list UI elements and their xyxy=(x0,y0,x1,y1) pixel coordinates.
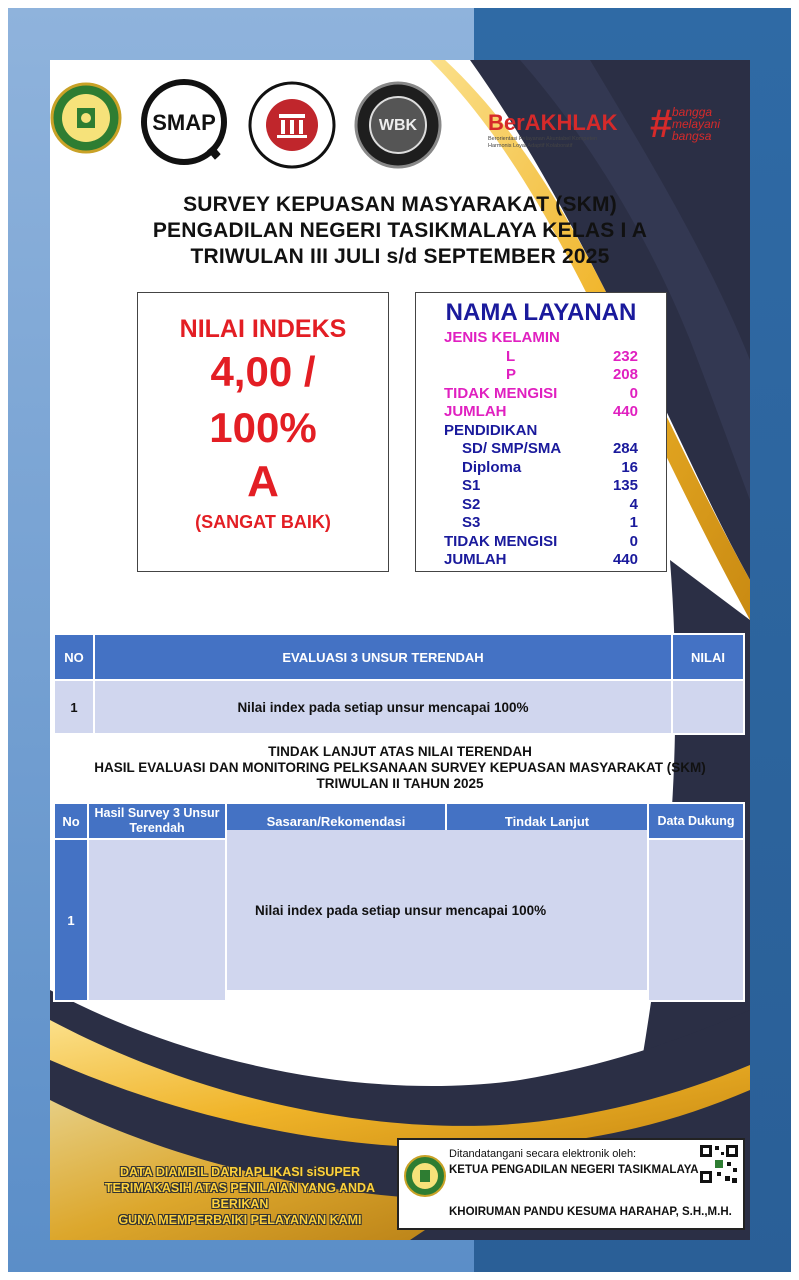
respondent-row xyxy=(416,366,666,385)
respondent-row-label: L xyxy=(506,347,516,365)
index-grade-label: (SANGAT BAIK) xyxy=(195,512,331,532)
respondent-row-label: TIDAK MENGISI xyxy=(444,384,558,402)
berakhlak-logo xyxy=(488,110,638,150)
respondent-row-value: 16 xyxy=(621,458,638,476)
follow-up-line-2: HASIL EVALUASI DAN MONITORING PELKSANAAN SURVEY KEPUASAN MASYARAKAT (SKM) xyxy=(94,760,706,775)
electronic-signature-box xyxy=(397,1138,745,1230)
table1-header-no: NO xyxy=(54,634,94,680)
logo-bar xyxy=(50,78,750,188)
smap-logo xyxy=(140,78,232,170)
title-line-1: SURVEY KEPUASAN MASYARAKAT (SKM) xyxy=(183,193,617,216)
respondent-row xyxy=(416,514,666,533)
footer-message xyxy=(80,1164,400,1228)
respondent-row-label: JUMLAH xyxy=(444,403,507,420)
respondent-row xyxy=(416,422,666,441)
respondent-row-label: PENDIDIKAN xyxy=(444,421,538,439)
respondent-row-label: JUMLAH xyxy=(444,551,507,568)
table2-header-follow-up: Tindak Lanjut xyxy=(446,803,648,839)
title-line-3: TRIWULAN III JULI s/d SEPTEMBER 2025 xyxy=(190,245,610,268)
bangga-line-2: melayani xyxy=(672,117,721,131)
respondent-row-value: 135 xyxy=(612,477,638,494)
qr-code-icon[interactable] xyxy=(699,1144,739,1184)
respondent-row-value: 440 xyxy=(612,403,638,420)
poster-title xyxy=(50,192,750,270)
berakhlak-text: BerAKHLAK xyxy=(488,110,618,135)
respondent-row xyxy=(416,551,666,570)
table1-header-score: NILAI xyxy=(672,634,744,680)
respondent-row-value: 232 xyxy=(612,347,638,365)
respondent-row xyxy=(416,440,666,459)
respondent-row-value: 284 xyxy=(612,440,638,457)
respondent-row xyxy=(416,329,666,348)
table1-header-evaluation: EVALUASI 3 UNSUR TERENDAH xyxy=(94,634,672,680)
berakhlak-tagline-2: Harmonis Loyal Adaptif Kolaboratif xyxy=(488,143,573,149)
respondent-row xyxy=(416,403,666,422)
service-respondents-box xyxy=(415,292,667,572)
follow-up-heading xyxy=(50,744,750,792)
table1-row-text: Nilai index pada setiap unsur mencapai 100% xyxy=(94,680,672,734)
respondent-row xyxy=(416,385,666,404)
service-heading: NAMA LAYANAN xyxy=(445,299,637,326)
table2-row-text: Nilai index pada setiap unsur mencapai 100% xyxy=(226,829,648,991)
respondent-row-label: Diploma xyxy=(462,458,522,476)
respondent-row xyxy=(416,348,666,367)
court-seal-icon xyxy=(403,1154,447,1198)
follow-up-line-3: TRIWULAN II TAHUN 2025 xyxy=(316,776,484,791)
respondent-row-label: TIDAK MENGISI xyxy=(444,532,558,550)
respondent-row-value: 4 xyxy=(629,495,638,513)
quality-certification-logo xyxy=(247,80,337,170)
bangga-line-3: bangsa xyxy=(672,129,712,143)
follow-up-table xyxy=(53,802,745,1002)
respondent-row-value: 208 xyxy=(612,366,638,383)
title-line-2: PENGADILAN NEGERI TASIKMALAYA KELAS I A xyxy=(152,219,648,242)
respondent-row-label: P xyxy=(506,366,517,383)
table2-header-no: No xyxy=(54,803,88,839)
respondent-row-label: S3 xyxy=(462,514,481,531)
berakhlak-tagline-1: Berorientasi Pelayanan Akuntabel Kompeten xyxy=(488,136,598,142)
court-seal-logo xyxy=(50,82,122,154)
index-grade: A xyxy=(247,457,279,506)
table2-row-no: 1 xyxy=(54,839,88,1001)
lowest-elements-table xyxy=(53,633,745,735)
respondent-row-label: SD/ SMP/SMA xyxy=(462,440,562,457)
respondent-row-value: 1 xyxy=(629,514,638,531)
index-score-box xyxy=(137,292,389,572)
respondent-row-label: S2 xyxy=(462,495,481,513)
svg-text:WBK: WBK xyxy=(378,117,418,134)
table2-cell-support-data xyxy=(648,839,744,1001)
hashtag-icon: # xyxy=(650,102,673,146)
follow-up-line-1: TINDAK LANJUT ATAS NILAI TERENDAH xyxy=(268,744,532,759)
respondent-row-value: 0 xyxy=(629,384,638,402)
footer-line-1: DATA DIAMBIL DARI APLIKASI siSUPER xyxy=(119,1165,361,1179)
respondent-row xyxy=(416,496,666,515)
smap-text: SMAP xyxy=(152,110,216,135)
table2-header-survey: Hasil Survey 3 Unsur Terendah xyxy=(88,803,226,839)
respondent-row-label: S1 xyxy=(462,477,481,494)
respondent-row xyxy=(416,477,666,496)
respondent-row-value: 440 xyxy=(612,551,638,568)
respondent-row xyxy=(416,533,666,552)
table2-cell-survey xyxy=(88,839,226,1001)
index-value: 4,00 / xyxy=(210,348,316,395)
integrity-zone-logo xyxy=(353,80,443,170)
signature-position: KETUA PENGADILAN NEGERI TASIKMALAYA xyxy=(449,1164,699,1176)
footer-line-2: TERIMAKASIH ATAS PENILAIAN YANG ANDA BERIKAN xyxy=(104,1181,376,1211)
respondent-list xyxy=(416,329,666,570)
index-percent: 100% xyxy=(209,404,317,451)
table2-header-support-data: Data Dukung xyxy=(648,803,744,839)
skm-poster xyxy=(50,60,750,1240)
bangga-text xyxy=(672,106,720,142)
footer-line-3: GUNA MEMPERBAIKI PELAYANAN KAMI xyxy=(118,1213,362,1227)
signature-name: KHOIRUMAN PANDU KESUMA HARAHAP, S.H.,M.H. xyxy=(449,1206,732,1218)
table1-row-no: 1 xyxy=(54,680,94,734)
respondent-row-value: 0 xyxy=(629,532,638,550)
respondent-row xyxy=(416,459,666,478)
table1-row-score xyxy=(672,680,744,734)
signature-note: Ditandatangani secara elektronik oleh: xyxy=(449,1148,637,1160)
bangga-line-1: bangga xyxy=(672,105,713,119)
table2-header-target: Sasaran/Rekomendasi xyxy=(226,803,446,839)
respondent-row-label: JENIS KELAMIN xyxy=(444,329,560,346)
index-heading: NILAI INDEKS xyxy=(179,315,347,343)
